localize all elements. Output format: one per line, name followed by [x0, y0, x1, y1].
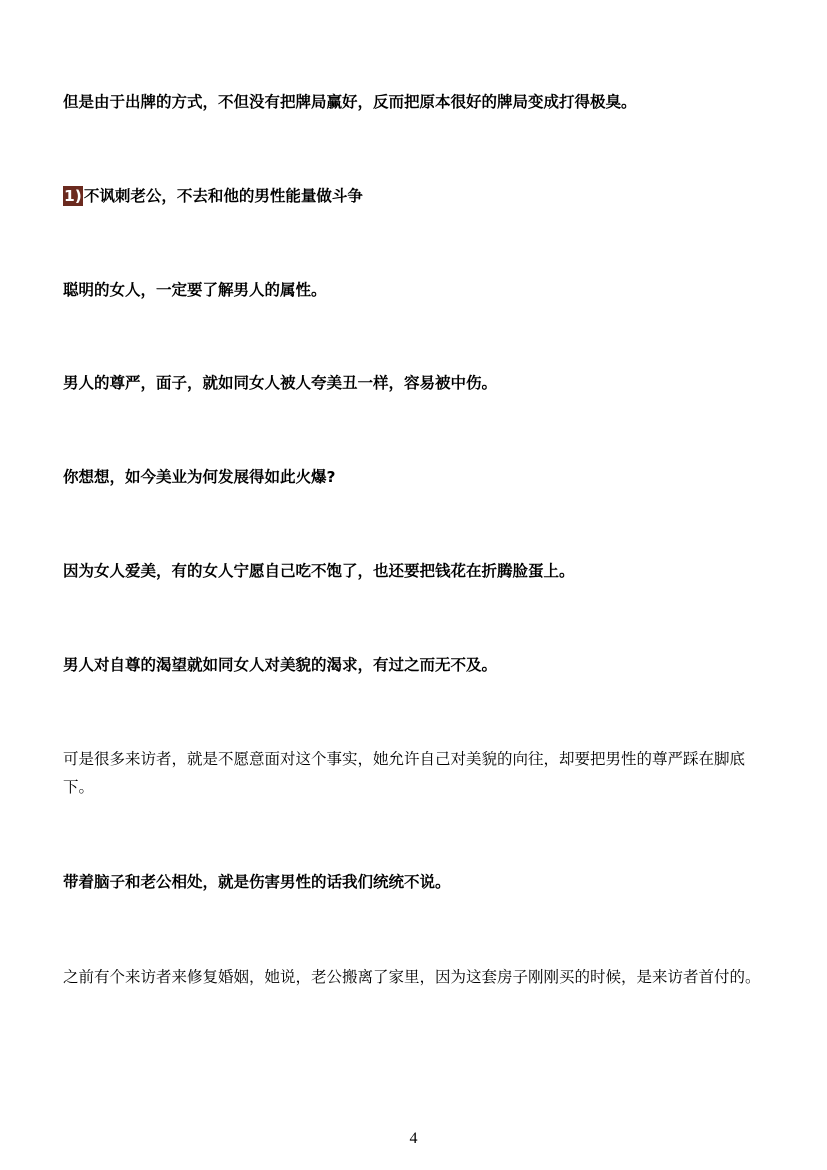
paragraph-7: 男人对自尊的渴望就如同女人对美貌的渴求，有过之而无不及。: [63, 656, 498, 674]
paragraph-10: 之前有个来访者来修复婚姻，她说，老公搬离了家里，因为这套房子刚刚买的时候，是来访者首付的。: [63, 968, 761, 986]
paragraph-4: 男人的尊严，面子，就如同女人被人夸美丑一样，容易被中伤。: [63, 374, 498, 392]
paragraph-6: 因为女人爱美，有的女人宁愿自己吃不饱了，也还要把钱花在折腾脸蛋上。: [63, 562, 575, 580]
paragraph-3: 聪明的女人，一定要了解男人的属性。: [63, 281, 327, 299]
paragraph-5: 你想想，如今美业为何发展得如此火爆?: [63, 468, 336, 486]
paragraph-2-heading: [63, 182, 763, 210]
paragraph-9: 带着脑子和老公相处，就是伤害男性的话我们统统不说。: [63, 873, 451, 891]
page-number: 4: [409, 1130, 418, 1147]
paragraph-2-text: 不讽刺老公，不去和他的男性能量做斗争: [83, 187, 363, 205]
list-marker: 1): [64, 187, 82, 205]
paragraph-8: 可是很多来访者，就是不愿意面对这个事实，她允许自己对美貌的向往，却要把男性的尊严踩在脚底下。: [63, 750, 746, 796]
paragraph-1: 但是由于出牌的方式，不但没有把牌局赢好，反而把原本很好的牌局变成打得极臭。: [63, 93, 637, 111]
